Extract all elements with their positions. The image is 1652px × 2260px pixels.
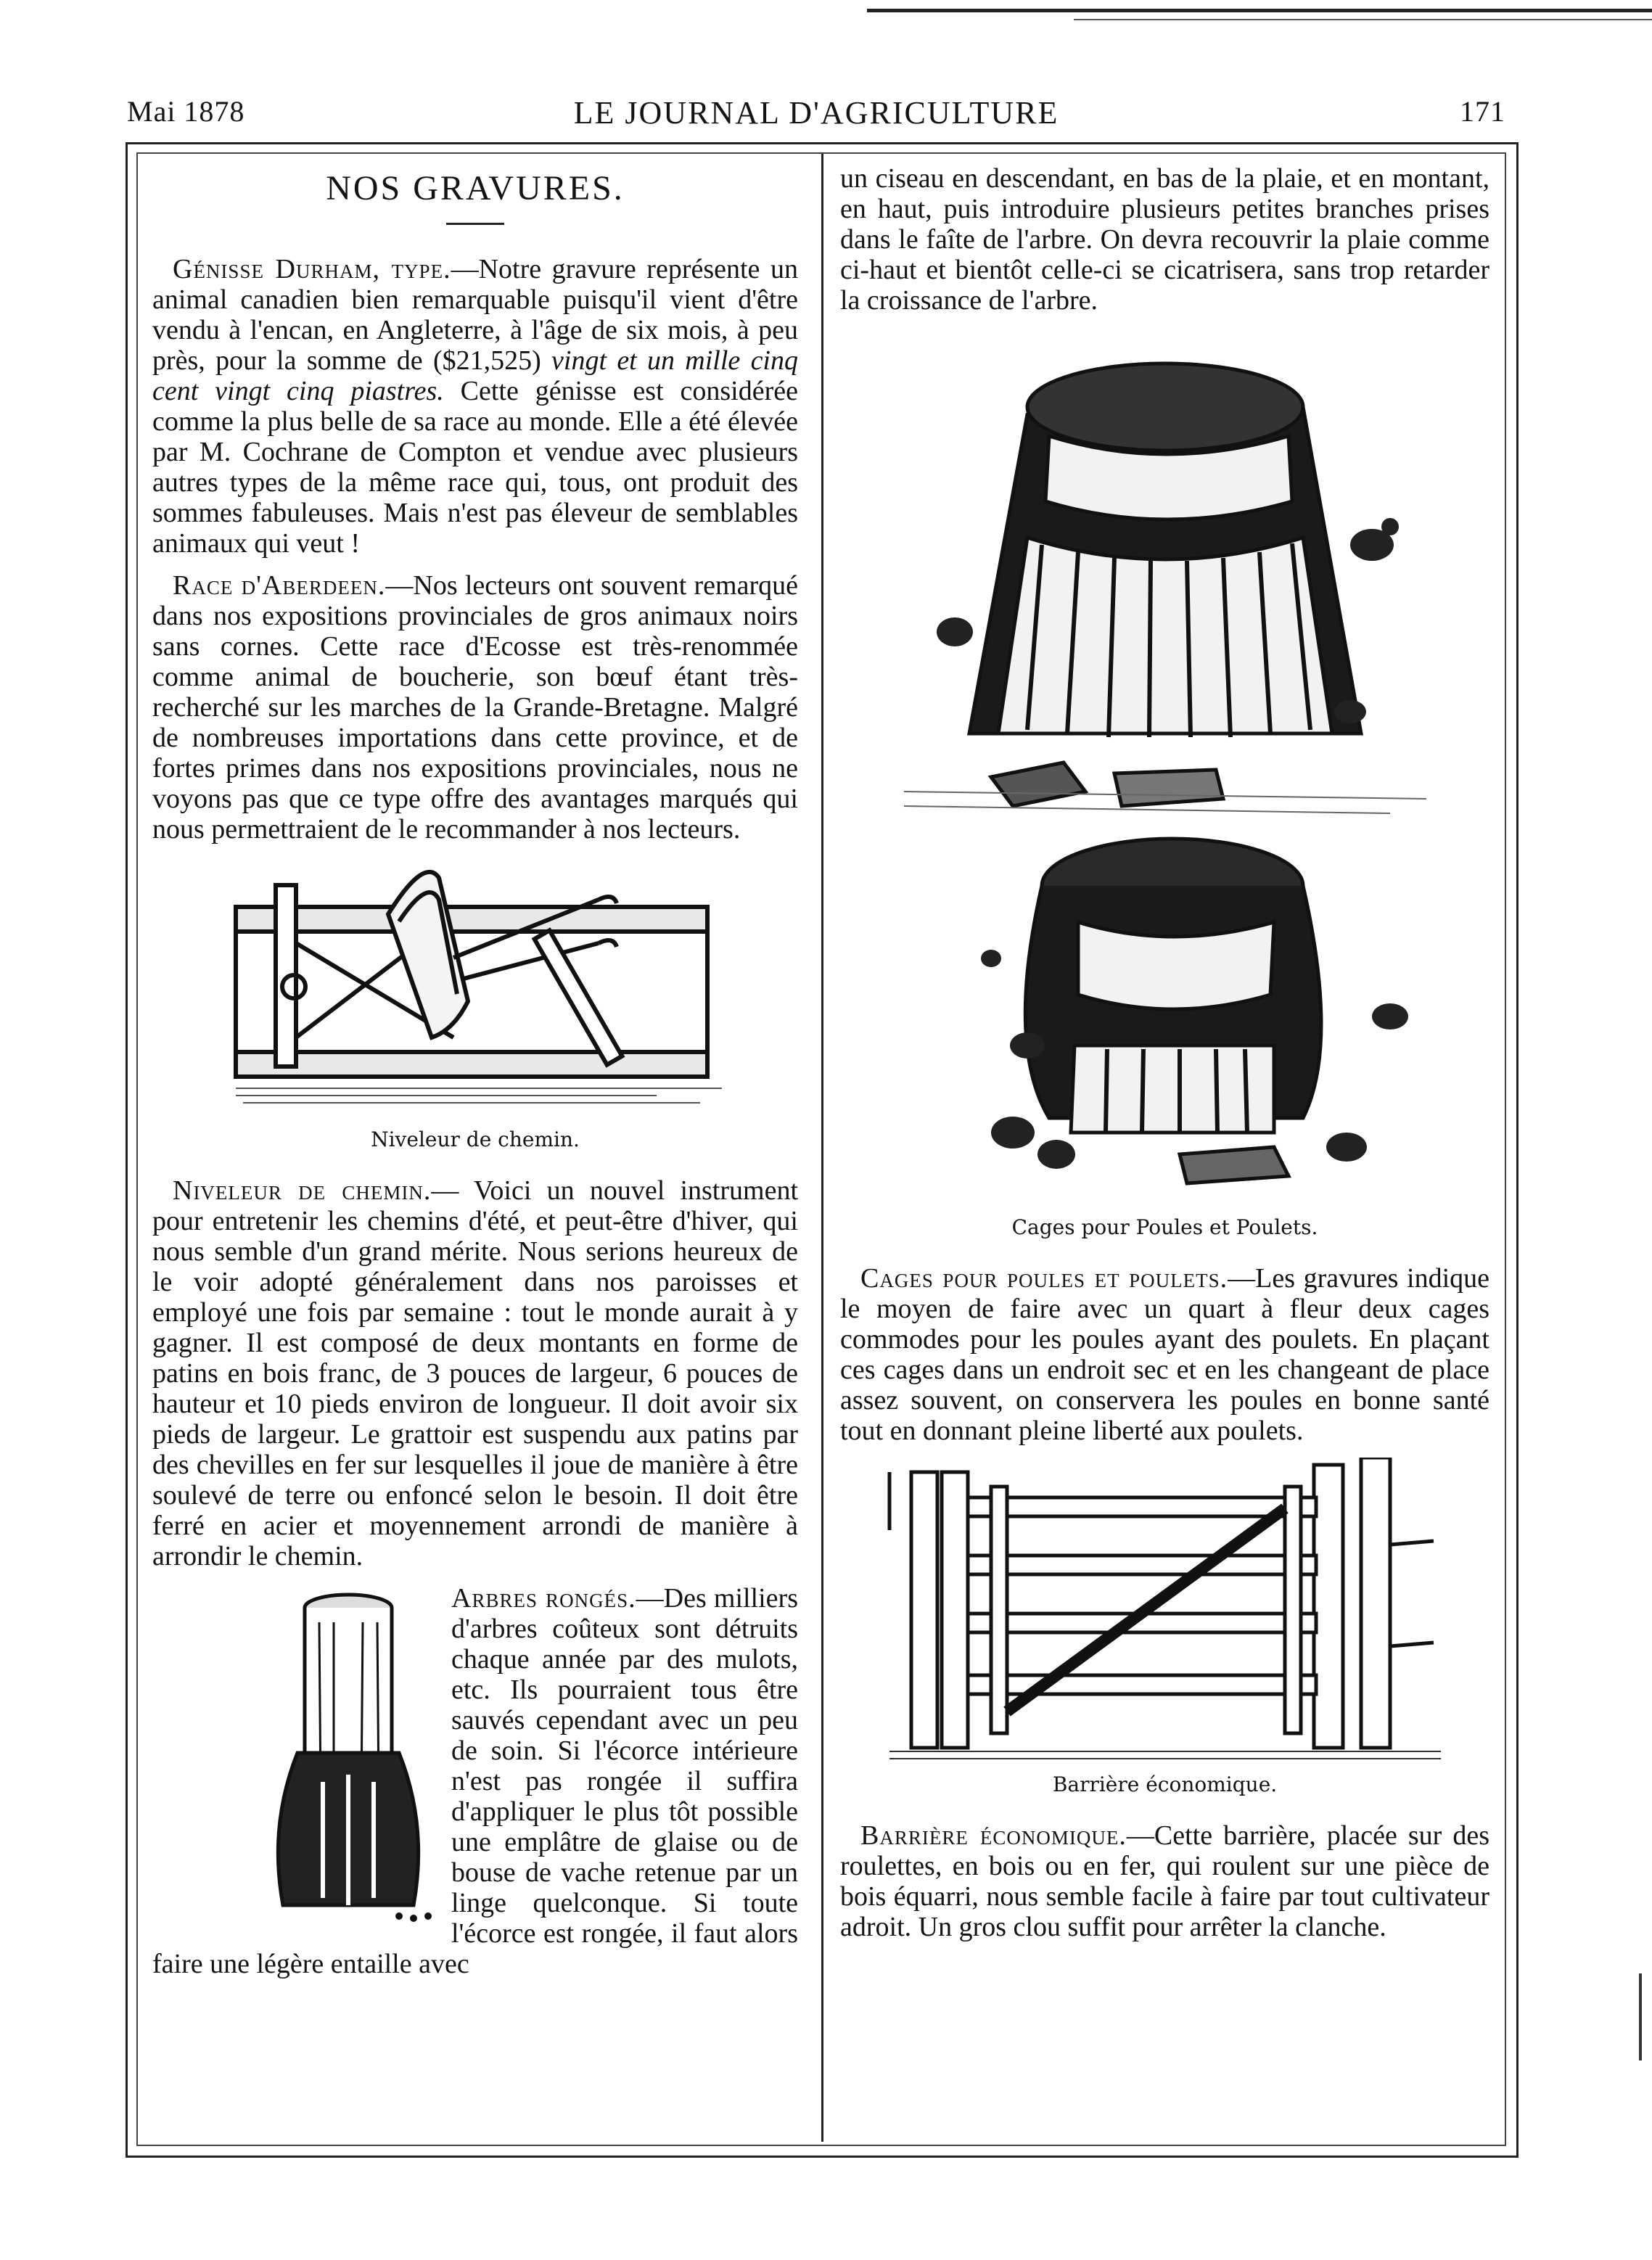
top-rule-thin: [1074, 19, 1652, 20]
article-genisse: [152, 254, 798, 559]
article-cages: [840, 1263, 1489, 1446]
article-genisse-lead: Génisse Durham, type.: [173, 254, 451, 284]
left-column: [152, 163, 798, 1991]
article-cages-body: —Les gravures indique le moyen de faire avec un quart à fleur deux cages commodes pour les poules ayant des poulets. En plaçant ces cages dans un endroit sec et en les changeant de place assez souvent, on conservera les poules en bonne santé tout en donnant pleine liberté aux poulets.: [840, 1263, 1489, 1446]
header-journal-title: LE JOURNAL D'AGRICULTURE: [573, 95, 1059, 131]
article-cages-lead: Cages pour poules et poulets.: [860, 1263, 1228, 1294]
article-niveleur: [152, 1175, 798, 1571]
article-arbres-block: [152, 1583, 798, 1979]
article-niveleur-lead: Niveleur de chemin.: [173, 1175, 432, 1206]
cages-caption: Cages pour Poules et Poulets.: [1011, 1215, 1318, 1239]
article-arbres: [152, 1583, 798, 1979]
article-genisse-body1: —Notre gravure représente un animal canadien bien remarquable puisqu'il vient d'être vendu à l'encan, en Angleterre, à l'âge de six mois, à peu près, pour la somme de ($21,525): [152, 254, 799, 376]
article-aberdeen: [152, 570, 798, 845]
article-barriere: [840, 1820, 1489, 1942]
gate-illustration: [882, 1458, 1448, 1762]
column-divider: [821, 154, 823, 2142]
article-aberdeen-lead: Race d'Aberdeen.: [173, 570, 386, 601]
top-rule-thick: [867, 9, 1652, 12]
article-arbres-body: —Des milliers d'arbres coûteux sont détruits chaque année par des mulots, etc. Ils pourraient tous être sauvés cependant avec un peu de soin. Si l'écorce intérieure n'est pas rongée il suffira d'appliquer le plus tôt possible une emplâtre de glaise ou de bouse de vache retenue par un linge quelconque. Si toute l'écorce est rongée, il faut alors faire une légère entaille avec: [152, 1583, 798, 1979]
header-date: Mai 1878: [127, 95, 245, 128]
article-genisse-body2: Cette génisse est considérée comme la plus belle de sa race au monde. Elle a été élevée par M. Cochrane de Compton et vendue avec plusieurs autres types de la même race qui, tous, ont produit des sommes fabuleuses. Mais n'est pas éleveur de semblables animaux qui veut !: [152, 376, 798, 559]
road-leveler-illustration: [221, 856, 729, 1117]
gnawed-tree-illustration: [254, 1586, 435, 1934]
article-niveleur-body: — Voici un nouvel instrument pour entretenir les chemins d'été, et peut-être d'hiver, qui nous semble d'un grand mérite. Nous serions heureux de le voir adopté généralement dans nos paroisses et employé une fois par semaine : tout le monde aurait à y gagner. Il est composé de deux montants en forme de patins en bois franc, de 3 pouces de largeur, 6 pouces de hauteur et 10 pieds environ de longueur. Il doit avoir six pieds de largeur. Le grattoir est suspendu aux patins par des chevilles en fer sur lesquelles il joue de manière à être soulevé de terre ou enfoncé selon le besoin. Il doit être ferré en acier et moyennement arrondi de manière à arrondir le chemin.: [152, 1175, 798, 1571]
right-column: [840, 163, 1489, 1954]
header-page-number: 171: [1460, 95, 1505, 128]
article-barriere-body: —Cette barrière, placée sur des roulettes, en bois ou en fer, qui roulent sur une pièce de bois équarri, nous semble facile à faire par tout cultivateur adroit. Un gros clou suffit pour arrêter la clanche.: [840, 1820, 1489, 1942]
article-arbres-continuation: un ciseau en descendant, en bas de la plaie, et en montant, en haut, puis introduire plusieurs petites branches prises dans le faîte de l'arbre. On devra recouvrir la plaie comme ci-haut et bientôt celle-ci se cicatrisera, sans trop retarder la croissance de l'arbre.: [840, 163, 1489, 316]
cage-illustration-top: [897, 327, 1434, 821]
article-aberdeen-body: —Nos lecteurs ont souvent remarqué dans nos expositions provinciales de gros animaux noirs sans cornes. Cette race d'Ecosse est très-renommée comme animal de boucherie, son bœuf étant très-recherché sur les marches de la Grande-Bretagne. Malgré de nombreuses importations dans cette province, et de fortes primes dans nos expositions provinciales, nous ne voyons pas que ce type offre des avantages marqués qui nous permettraient de le recommander à nos lecteurs.: [152, 570, 798, 845]
section-title: NOS GRAVURES.: [326, 169, 625, 207]
road-leveler-caption: Niveleur de chemin.: [371, 1127, 580, 1151]
article-barriere-lead: Barrière économique.: [860, 1820, 1127, 1851]
article-arbres-lead: Arbres rongés.: [451, 1583, 636, 1614]
gate-caption: Barrière économique.: [1052, 1772, 1278, 1796]
article-genisse-italic: vingt et un mille cinq cent vingt cinq piastres.: [152, 345, 798, 406]
title-rule: [446, 223, 504, 225]
margin-mark: [1639, 1973, 1642, 2060]
cage-illustration-bottom: [897, 828, 1434, 1205]
running-header: [127, 94, 1505, 138]
